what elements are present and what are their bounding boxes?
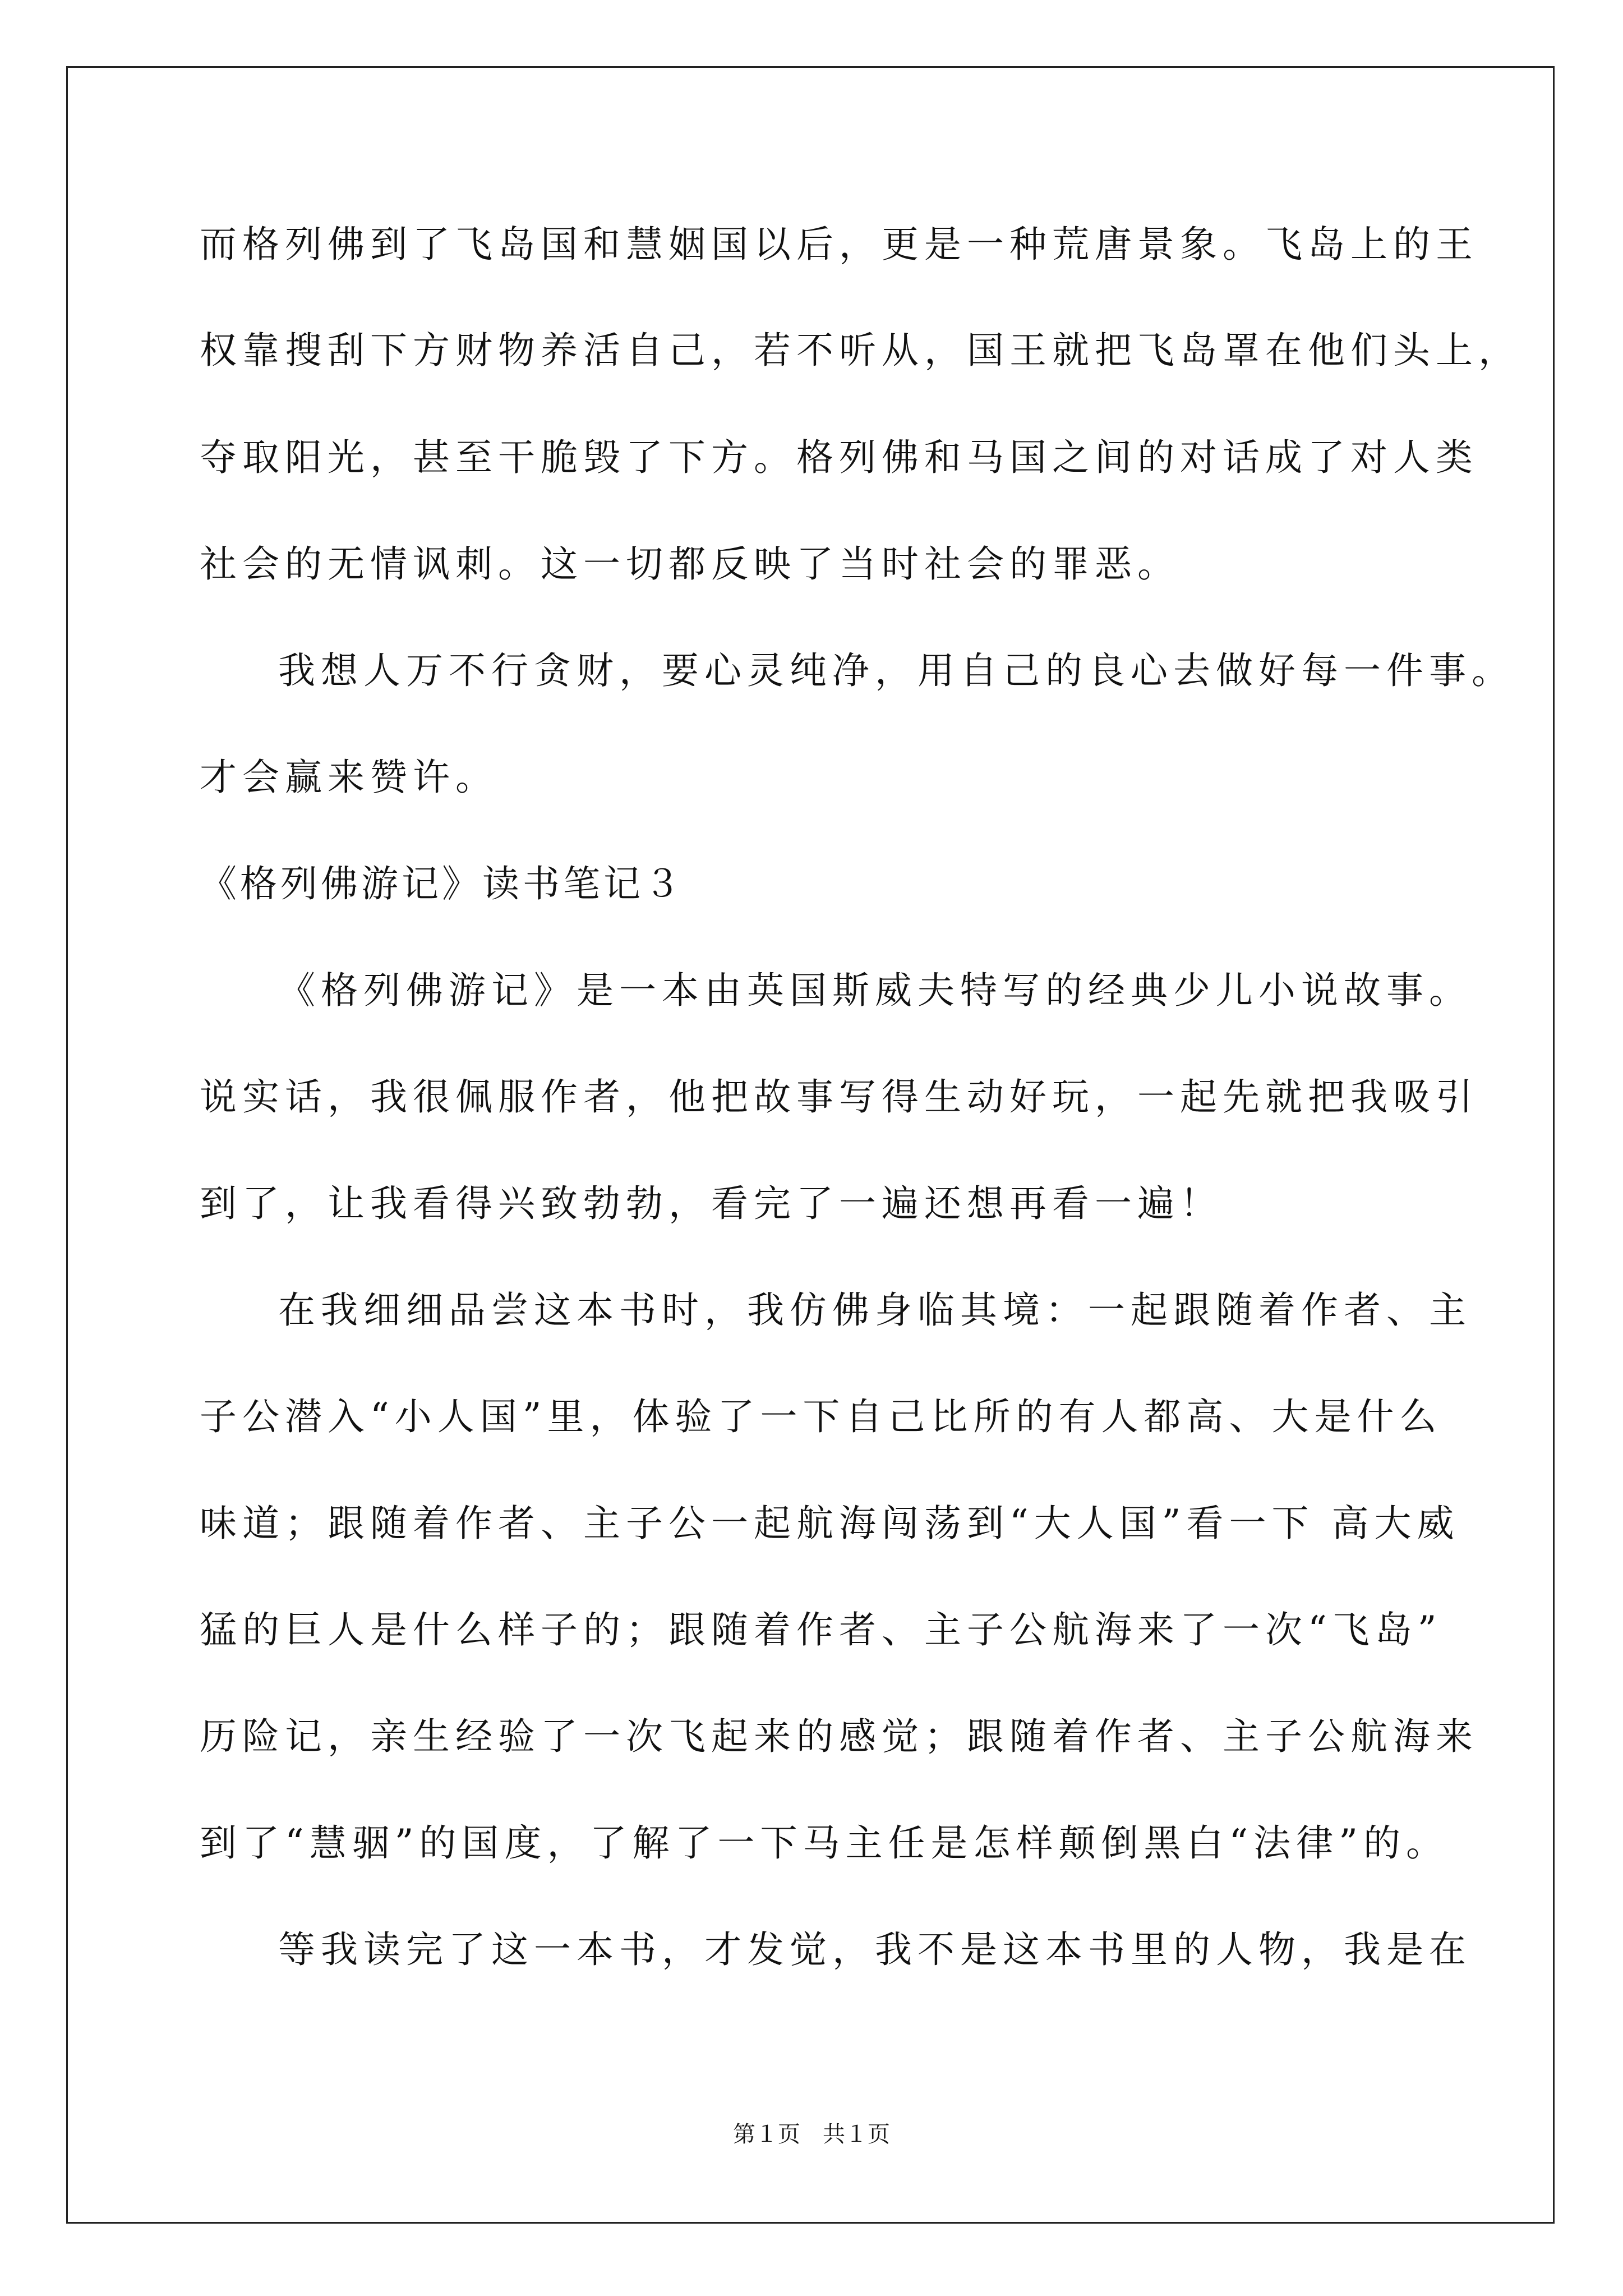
text-line: 到了“慧骃”的国度，了解了一下马主任是怎样颠倒黑白“法律”的。: [200, 1821, 1449, 1865]
text-line: 说实话，我很佩服作者，他把故事写得生动好玩，一起先就把我吸引: [200, 1075, 1478, 1119]
section-heading: 《格列佛游记》读书笔记３: [200, 862, 684, 905]
text-line: 味道；跟随着作者、主子公一起航海闯荡到“大人国”看一下 高大威: [200, 1502, 1460, 1545]
text-line: 在我细细品尝这本书时，我仿佛身临其境：一起跟随着作者、主: [278, 1289, 1472, 1332]
page-border: [66, 66, 1555, 2224]
text-line: 权靠搜刮下方财物养活自己，若不听从，国王就把飞岛罩在他们头上，: [200, 329, 1521, 372]
text-line: 等我读完了这一本书，才发觉，我不是这本书里的人物，我是在: [278, 1928, 1472, 1971]
text-line: 而格列佛到了飞岛国和慧姻国以后，更是一种荒唐景象。飞岛上的王: [200, 223, 1478, 266]
text-line: 我想人万不行贪财，要心灵纯净，用自己的良心去做好每一件事。: [278, 649, 1514, 692]
page-footer: 第１页 共１页: [733, 2122, 890, 2147]
text-line: 到了，让我看得兴致勃勃，看完了一遍还想再看一遍！: [200, 1182, 1223, 1225]
text-line: 子公潜入“小人国”里，体验了一下自己比所的有人都高、大是什么: [200, 1395, 1442, 1438]
text-line: 《格列佛游记》是一本由英国斯威夫特写的经典少儿小说故事。: [278, 969, 1472, 1012]
text-line: 猛的巨人是什么样子的；跟随着作者、主子公航海来了一次“飞岛”: [200, 1608, 1442, 1651]
text-line: 历险记，亲生经验了一次飞起来的感觉；跟随着作者、主子公航海来: [200, 1715, 1478, 1758]
text-line: 社会的无情讽刺。这一切都反映了当时社会的罪恶。: [200, 542, 1180, 586]
text-line: 才会赢来赞许。: [200, 756, 498, 799]
text-line: 夺取阳光，甚至干脆毁了下方。格列佛和马国之间的对话成了对人类: [200, 436, 1478, 479]
